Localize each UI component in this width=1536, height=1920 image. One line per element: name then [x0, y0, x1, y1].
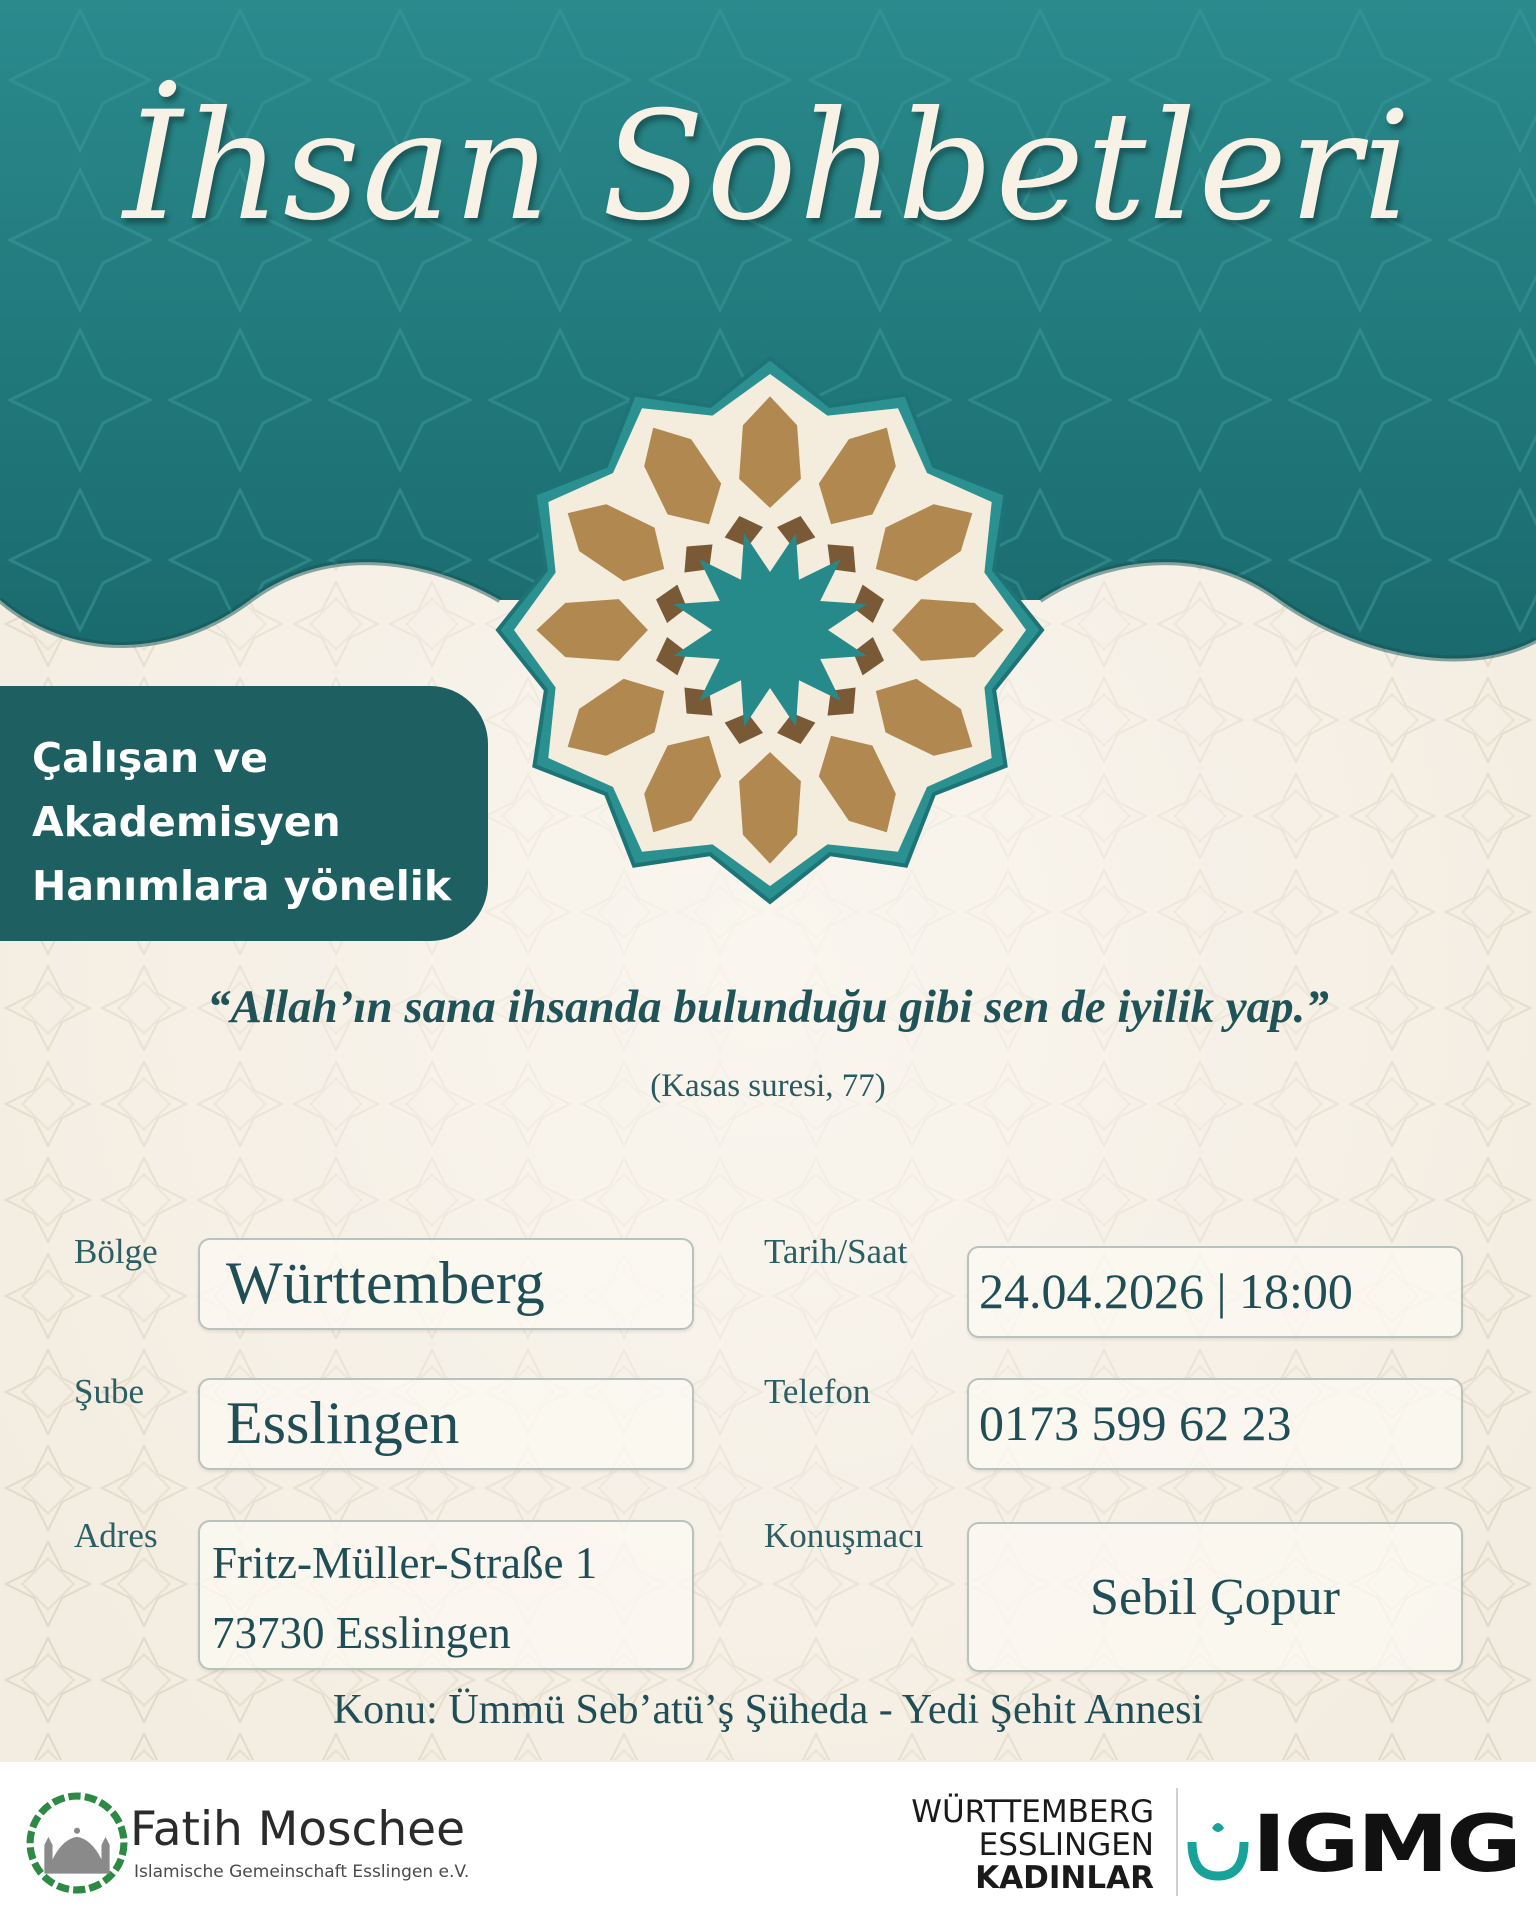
audience-line-2: Akademisyen: [32, 798, 341, 846]
quote-text: “Allah’ın sana ihsanda bulunduğu gibi sen de iyilik yap.”: [207, 981, 1329, 1033]
region-line-3: KADINLAR: [975, 1860, 1154, 1896]
bolge-field: Württemberg: [198, 1238, 694, 1330]
footer-divider: [1176, 1788, 1178, 1896]
igmg-logo-text: IGMG: [1252, 1800, 1520, 1890]
page-title: İhsan Sohbetleri: [123, 80, 1413, 254]
bolge-label: Bölge: [74, 1232, 158, 1271]
rosette-ornament: [490, 350, 1050, 910]
audience-badge: [0, 686, 488, 941]
footer: [0, 1762, 1536, 1920]
adres-field: [198, 1520, 694, 1670]
audience-line-1: Çalışan ve: [32, 734, 268, 782]
telefon-label: Telefon: [764, 1372, 871, 1411]
igmg-emblem-icon: [1186, 1812, 1250, 1882]
konusmaci-field: Sebil Çopur: [967, 1522, 1463, 1672]
sube-field: Esslingen: [198, 1378, 694, 1470]
konusmaci-label: Konuşmacı: [764, 1516, 924, 1555]
region-line-1: WÜRTTEMBERG: [911, 1794, 1154, 1830]
audience-line-3: Hanımlara yönelik: [32, 862, 452, 910]
mosque-logo-icon: [26, 1792, 128, 1894]
topic-text: Konu: Ümmü Seb’atü’ş Şüheda - Yedi Şehit Annesi: [332, 1687, 1204, 1733]
adres-line-1: Fritz-Müller-Straße 1: [212, 1538, 598, 1588]
tarih-label: Tarih/Saat: [764, 1232, 908, 1271]
adres-line-2: 73730 Esslingen: [212, 1608, 511, 1658]
region-label: [911, 1796, 1154, 1895]
mosque-name: Fatih Moschee: [130, 1802, 465, 1857]
telefon-field: 0173 599 62 23: [967, 1378, 1463, 1470]
region-line-2: ESSLINGEN: [978, 1827, 1154, 1863]
mosque-subtitle: Islamische Gemeinschaft Esslingen e.V.: [134, 1862, 470, 1882]
tarih-field: 24.04.2026 | 18:00: [967, 1246, 1463, 1338]
quote-source: (Kasas suresi, 77): [650, 1068, 886, 1104]
sube-label: Şube: [74, 1372, 144, 1411]
adres-label: Adres: [74, 1516, 158, 1555]
